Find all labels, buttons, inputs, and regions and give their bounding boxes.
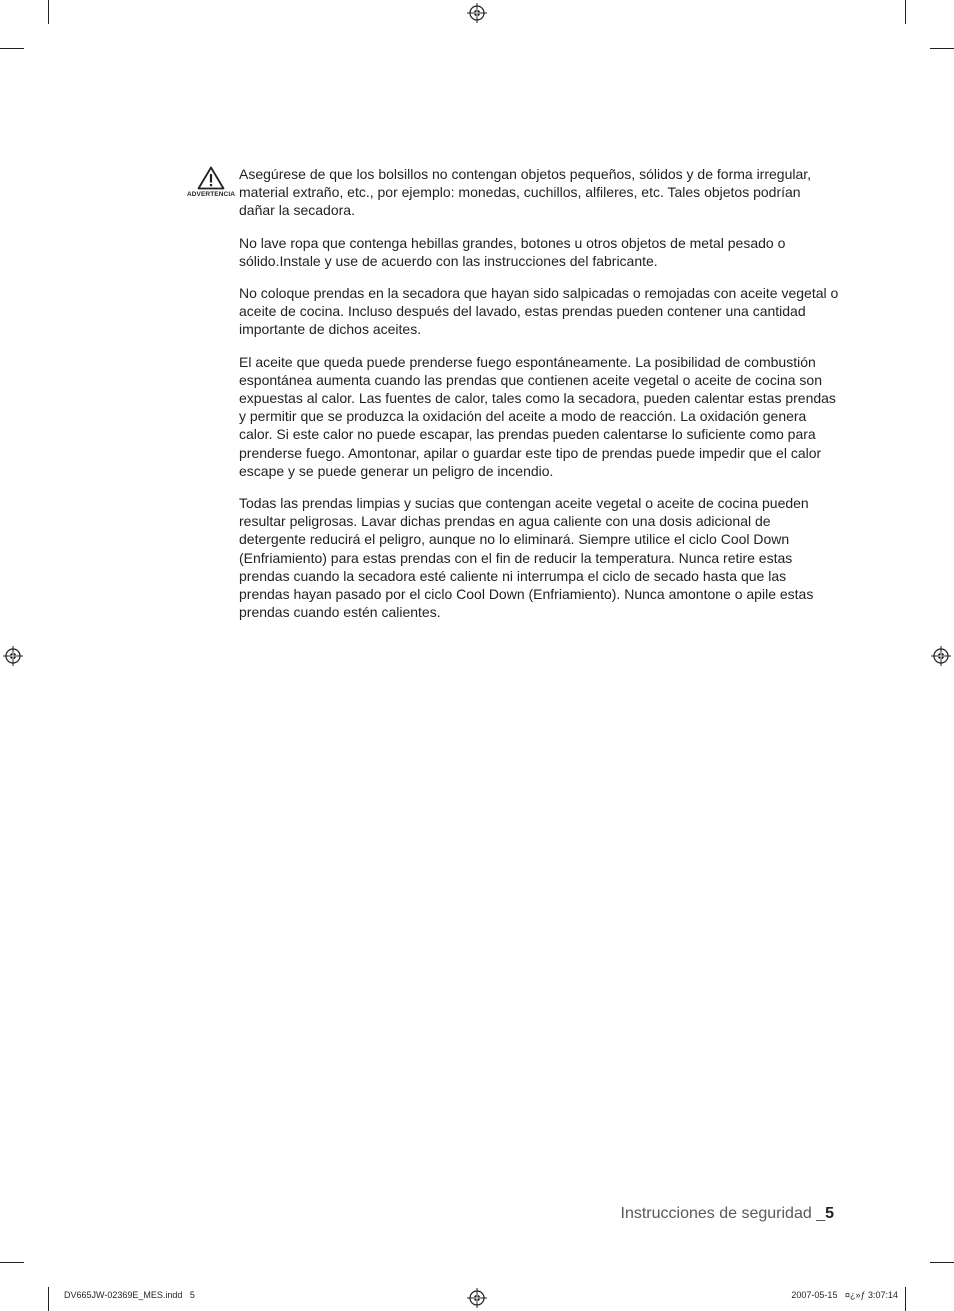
crop-mark-top-right: [905, 0, 906, 24]
registration-mark-icon: [931, 646, 951, 666]
page-number: 5: [825, 1205, 834, 1222]
page-footer: [621, 1205, 834, 1223]
crop-mark-left-bottom: [0, 1262, 24, 1263]
paragraph: El aceite que queda puede prenderse fuego espontáneamente. La posibilidad de combustión espontánea aumenta cuando las prendas que contienen aceite vegetal o aceite de cocina son expuestas al calor. Las fuentes de calor, tales como la secadora, pueden calentar estas prendas y permitir que se produzca la oxidación del aceite a modo de reacción. La oxidación genera calor. Si este calor no puede escapar, las prendas pueden calentarse lo suficiente como para prenderse fuego. Amontonar, apilar o guardar este tipo de prendas puede impedir que el calor escape y se puede generar un peligro de incendio.: [239, 353, 836, 479]
crop-mark-right-top: [930, 48, 954, 49]
crop-mark-bottom-right: [905, 1287, 906, 1311]
registration-mark-icon: [467, 1288, 487, 1308]
paragraph: Asegúrese de que los bolsillos no contengan objetos pequeños, sólidos y de forma irregular, material extraño, etc., por ejemplo: monedas, cuchillos, alfileres, etc. Tales objetos podrían dañar la secadora.: [239, 166, 812, 219]
crop-mark-right-bottom: [930, 1262, 954, 1263]
paragraph: No lave ropa que contenga hebillas grandes, botones u otros objetos de metal pesado o sólido.Instale y use de acuerdo con las instrucciones del fabricante.: [239, 234, 786, 269]
crop-mark-bottom-left: [48, 1287, 49, 1311]
warning-text: [239, 165, 839, 635]
registration-mark-icon: [3, 646, 23, 666]
paragraph: Todas las prendas limpias y sucias que contengan aceite vegetal o aceite de cocina pueden resultar peligrosas. Lavar dichas prendas en agua caliente con una dosis adicional de detergente reducirá el peligro, aunque no lo eliminará. Siempre utilice el ciclo Cool Down (Enfriamiento) para estas prendas con el fin de reducir la temperatura. Nunca retire estas prendas cuando la secadora esté caliente ni interrumpa el ciclo de secado hasta que las prendas hayan pasado por el ciclo Cool Down (Enfriamiento). Nunca amontone o apile estas prendas cuando estén calientes.: [239, 495, 814, 621]
warning-badge: [184, 166, 238, 198]
crop-mark-left-top: [0, 48, 24, 49]
crop-mark-top-left: [48, 0, 49, 24]
warning-triangle-icon: [197, 166, 225, 190]
paragraph: No coloque prendas en la secadora que hayan sido salpicadas o remojadas con aceite vegetal o aceite de cocina. Incluso después del lavado, estas prendas pueden contener una cantidad importante de dichos aceites.: [239, 285, 839, 338]
warning-label: ADVERTENCIA: [186, 191, 236, 198]
registration-mark-icon: [467, 3, 487, 23]
section-title: Instrucciones de seguridad _: [620, 1205, 826, 1222]
slug-timestamp: 2007-05-15 ¤¿»ƒ 3:07:14: [791, 1290, 898, 1300]
slug-filename: DV665JW-02369E_MES.indd 5: [64, 1290, 195, 1300]
